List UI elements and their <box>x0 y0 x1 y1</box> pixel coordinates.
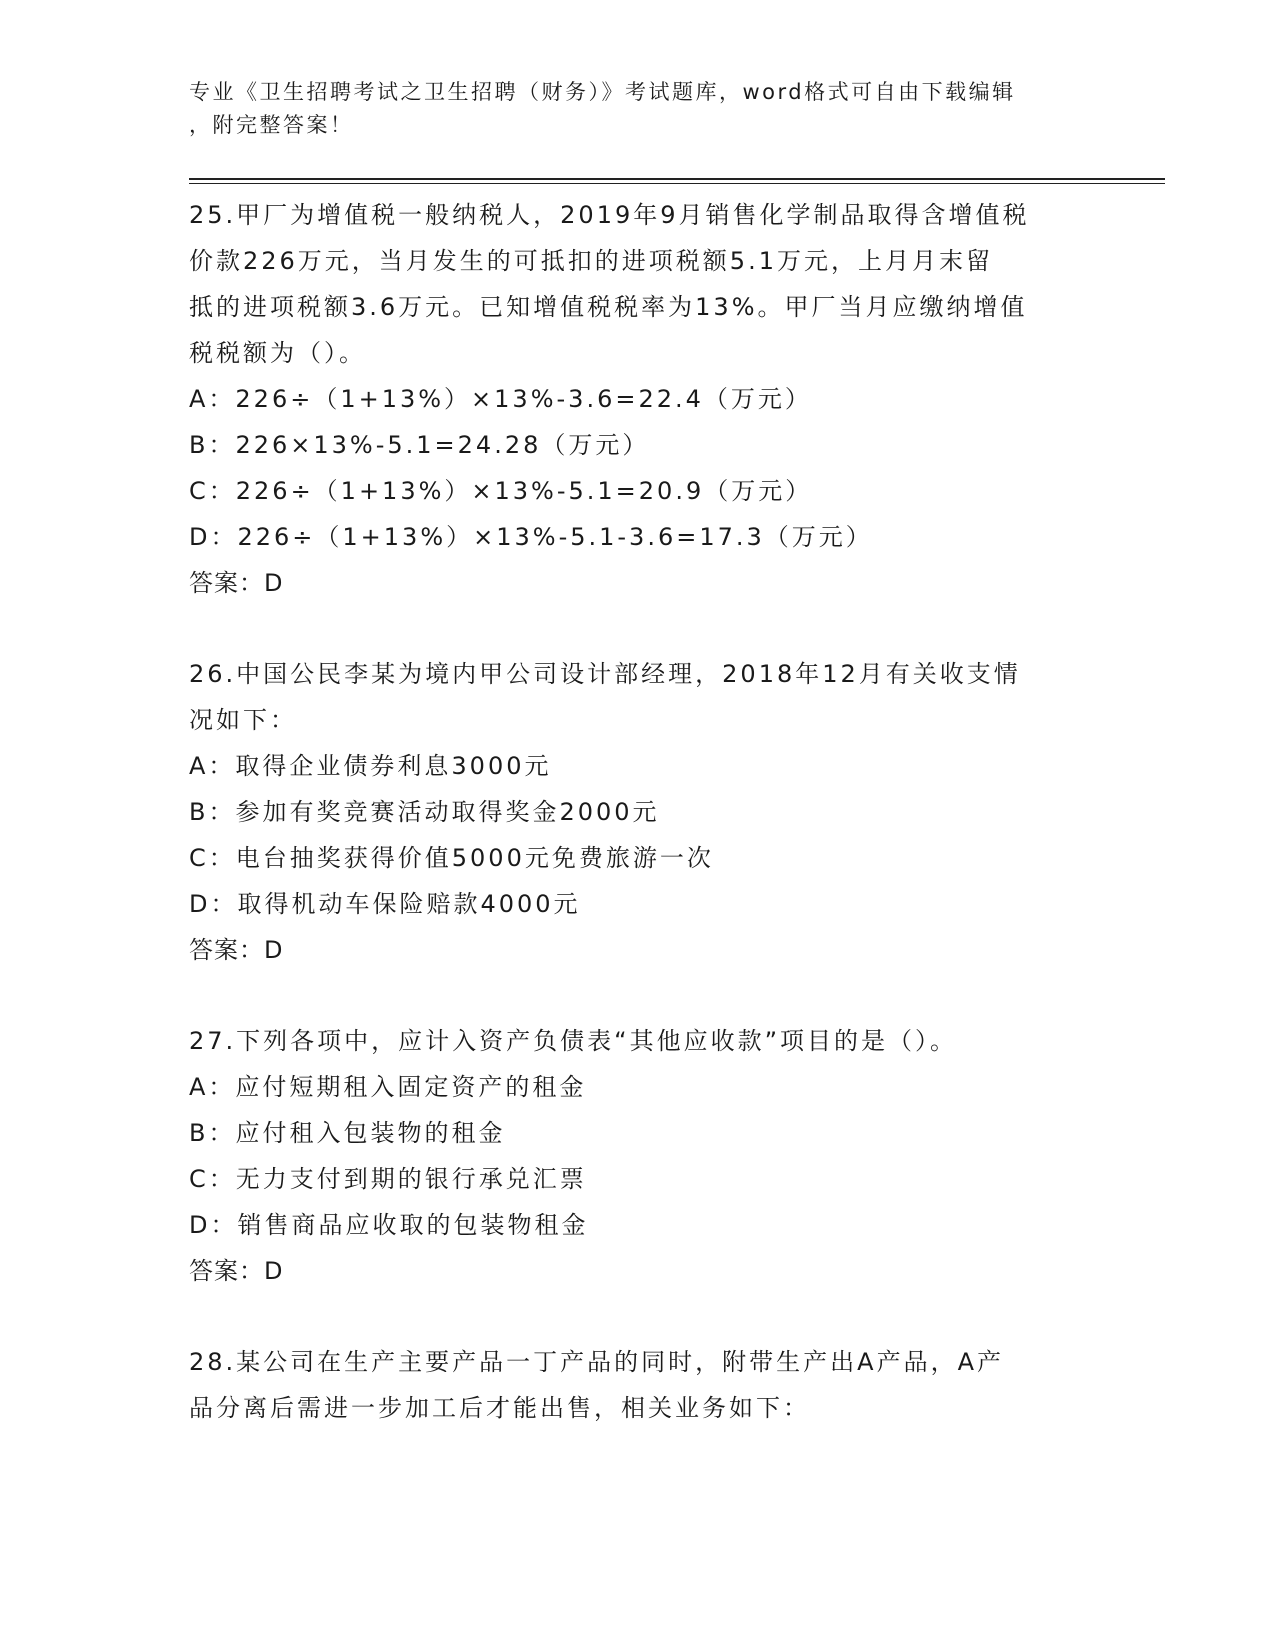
question-list <box>189 192 1089 1431</box>
answer-line: 答案：D <box>189 1257 284 1285</box>
question-25 <box>189 192 1089 606</box>
question-stem-line: 品分离后需进一步加工后才能出售，相关业务如下： <box>189 1394 810 1422</box>
question-28 <box>189 1339 1089 1431</box>
header-line: 专业《卫生招聘考试之卫生招聘（财务）》考试题库，word格式可自由下载编辑 <box>189 80 1016 104</box>
option-a: A：应付短期租入固定资产的租金 <box>189 1073 587 1101</box>
question-stem-line: 抵的进项税额3.6万元。已知增值税税率为13%。甲厂当月应缴纳增值 <box>189 293 1028 321</box>
option-a: A：226÷（1+13%）×13%-3.6=22.4（万元） <box>189 385 812 413</box>
option-d: D：取得机动车保险赔款4000元 <box>189 890 581 918</box>
question-stem-line: 况如下： <box>189 706 297 734</box>
question-stem-line: 价款226万元，当月发生的可抵扣的进项税额5.1万元，上月月末留 <box>189 247 993 275</box>
answer-line: 答案：D <box>189 936 284 964</box>
option-d: D：销售商品应收取的包装物租金 <box>189 1211 589 1239</box>
option-d: D：226÷（1+13%）×13%-5.1-3.6=17.3（万元） <box>189 523 873 551</box>
question-26 <box>189 651 1089 973</box>
option-c: C：226÷（1+13%）×13%-5.1=20.9（万元） <box>189 477 813 505</box>
header-divider-thin <box>189 183 1165 184</box>
question-stem-line: 税税额为（）。 <box>189 339 366 367</box>
option-b: B：226×13%-5.1=24.28（万元） <box>189 431 650 459</box>
answer-line: 答案：D <box>189 569 284 597</box>
question-stem-line: 27.下列各项中，应计入资产负债表“其他应收款”项目的是（）。 <box>189 1027 958 1055</box>
header-divider <box>189 178 1165 180</box>
question-stem-line: 26.中国公民李某为境内甲公司设计部经理，2018年12月有关收支情 <box>189 660 1021 688</box>
option-b: B：参加有奖竞赛活动取得奖金2000元 <box>189 798 660 826</box>
option-a: A：取得企业债券利息3000元 <box>189 752 552 780</box>
document-header <box>189 76 1089 142</box>
header-line: ，附完整答案！ <box>189 113 354 137</box>
option-b: B：应付租入包装物的租金 <box>189 1119 506 1147</box>
question-27 <box>189 1018 1089 1294</box>
option-c: C：无力支付到期的银行承兑汇票 <box>189 1165 587 1193</box>
question-stem-line: 25.甲厂为增值税一般纳税人，2019年9月销售化学制品取得含增值税 <box>189 201 1030 229</box>
question-stem-line: 28.某公司在生产主要产品一丁产品的同时，附带生产出A产品，A产 <box>189 1348 1005 1376</box>
option-c: C：电台抽奖获得价值5000元免费旅游一次 <box>189 844 714 872</box>
